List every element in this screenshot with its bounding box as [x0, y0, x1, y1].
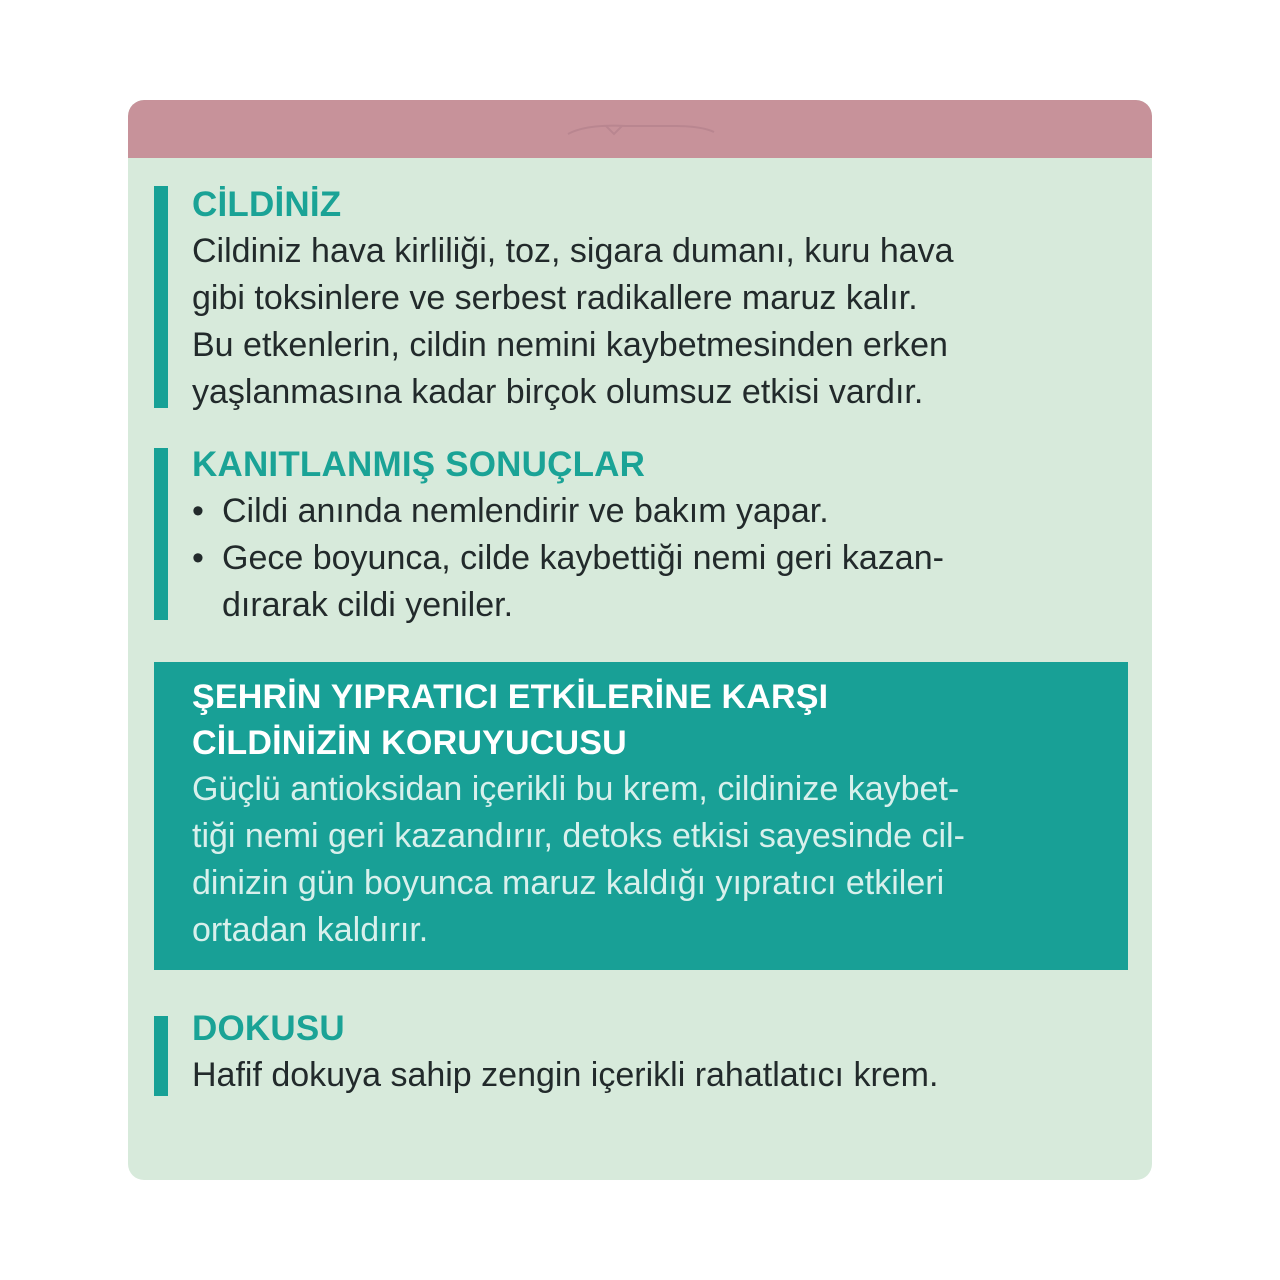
section-proven-results: [154, 442, 1128, 622]
body-line: Güçlü antioksidan içerikli bu krem, cildinize kaybet-: [192, 770, 960, 808]
list-item-text: Gece boyunca, cilde kaybettiği nemi geri kazan-: [222, 539, 944, 577]
body-line: Cildiniz hava kirliliği, toz, sigara dumanı, kuru hava: [192, 232, 954, 270]
section-heading: CİLDİNİZ: [192, 185, 342, 224]
body-line: Hafif dokuya sahip zengin içerikli rahatlatıcı krem.: [192, 1056, 939, 1094]
body-line: ortadan kaldırır.: [192, 911, 429, 949]
panel-heading: CİLDİNİZİN KORUYUCUSU: [192, 724, 627, 762]
accent-bar: [154, 1016, 168, 1096]
bullet-icon: •: [192, 492, 204, 530]
section-heading: KANITLANMIŞ SONUÇLAR: [192, 445, 646, 484]
body-line: gibi toksinlere ve serbest radikallere maruz kalır.: [192, 279, 918, 317]
body-line: tiği nemi geri kazandırır, detoks etkisi sayesinde cil-: [192, 817, 965, 855]
section-skin: [154, 182, 1128, 412]
list-item: [192, 488, 1128, 535]
body-line: dinizin gün boyunca maruz kaldığı yıpratıcı etkileri: [192, 864, 945, 902]
section-texture: [154, 1006, 1128, 1106]
body-line: yaşlanmasına kadar birçok olumsuz etkisi vardır.: [192, 373, 924, 411]
accent-bar: [154, 186, 168, 408]
body-line: Bu etkenlerin, cildin nemini kaybetmesinden erken: [192, 326, 948, 364]
accent-bar: [154, 448, 168, 620]
list-item: [192, 535, 1128, 629]
list-item-text: Cildi anında nemlendirir ve bakım yapar.: [222, 492, 829, 530]
list-item-text: dırarak cildi yeniler.: [222, 586, 514, 624]
embossed-logo-icon: [566, 120, 716, 140]
highlight-panel: [154, 662, 1128, 970]
panel-heading: ŞEHRİN YIPRATICI ETKİLERİNE KARŞI: [192, 678, 829, 716]
box-lid: [128, 100, 1152, 158]
product-box-panel: [128, 100, 1152, 1180]
section-heading: DOKUSU: [192, 1009, 345, 1048]
bullet-icon: •: [192, 539, 204, 577]
